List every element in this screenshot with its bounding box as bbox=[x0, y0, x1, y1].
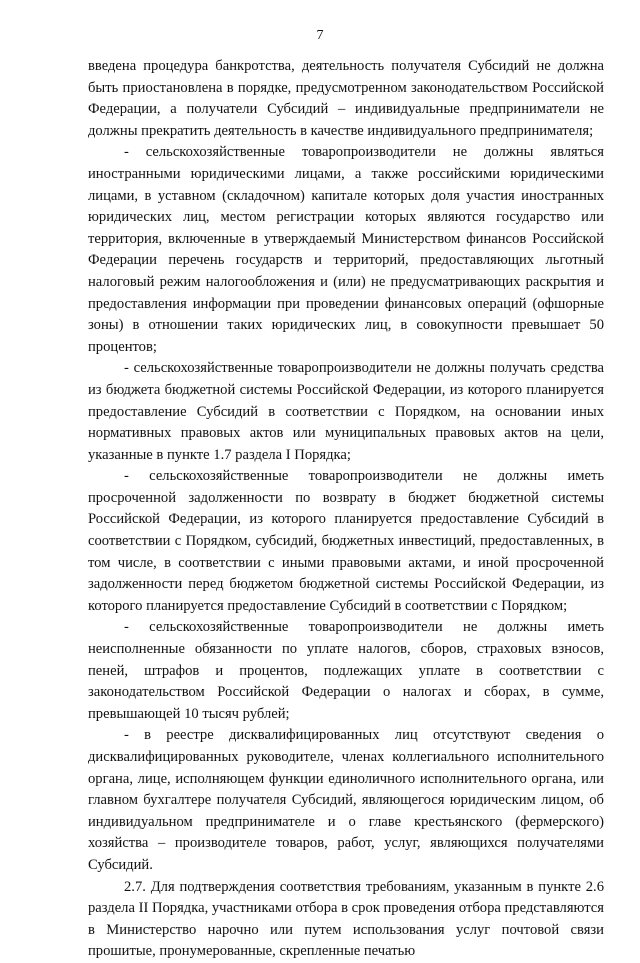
paragraph-bankruptcy: введена процедура банкротства, деятельность получателя Субсидий не должна быть приостановлена в порядке, предусмотренном законодательством Российской Федерации, а получатели Субсидий – индивидуальные предприниматели не должны прекратить деятельность в качестве индивидуального предпринимателя; bbox=[88, 58, 604, 139]
paragraph-foreign-entities: - сельскохозяйственные товаропроизводители не должны являться иностранными юридическими лицами, а также российскими юридическими лицами, в уставном (складочном) капитале которых доля участия иностранных юридических лиц, местом регистрации которых являются государство или территория, включенные в утверждаемый Министерством финансов Российской Федерации перечень государств и территорий, предоставляющих льготный налоговый режим налогообложения и (или) не предусматривающих раскрытия и предоставления информации при проведении финансовых операций (офшорные зоны) в отношении таких юридических лиц, в совокупности превышает 50 процентов; bbox=[88, 144, 604, 355]
paragraph-2-7: 2.7. Для подтверждения соответствия требованиям, указанным в пункте 2.6 раздела II Порядка, участниками отбора в срок проведения отбора представляются в Министерство нарочно или путем использования услуг почтовой связи прошитые, пронумерованные, скрепленные печатью bbox=[88, 878, 604, 960]
paragraph-other-funds: - сельскохозяйственные товаропроизводители не должны получать средства из бюджета бюджетной системы Российской Федерации, из которого планируется предоставление Субсидий в соответствии с Порядком, на основании иных нормативных правовых актов или муниципальных правовых актов на цели, указанные в пункте 1.7 раздела I Порядка; bbox=[88, 360, 604, 463]
document-body bbox=[88, 56, 604, 963]
page-number: 7 bbox=[316, 28, 324, 43]
paragraph-overdue-debt: - сельскохозяйственные товаропроизводители не должны иметь просроченной задолженности по возврату в бюджет бюджетной системы Российской Федерации, из которого планируется предоставление Субсидий в соответствии с Порядком, субсидий, бюджетных инвестиций, предоставленных, в том числе, в соответствии с иными правовыми актами, и иной просроченной задолженности перед бюджетом бюджетной системы Российской Федерации, из которого планируется предоставление Субсидий в соответствии с Порядком; bbox=[88, 468, 604, 614]
paragraph-disqualified-persons: - в реестре дисквалифицированных лиц отсутствуют сведения о дисквалифицированных руководителе, членах коллегиального исполнительного органа, лице, исполняющем функции единоличного исполнительного органа, или главном бухгалтере получателя Субсидий, являющегося юридическим лицом, об индивидуальном предпринимателе и о главе крестьянского (фермерского) хозяйства – производителе товаров, работ, услуг, являющихся получателями Субсидий. bbox=[88, 727, 604, 873]
paragraph-tax-obligations: - сельскохозяйственные товаропроизводители не должны иметь неисполненные обязанности по уплате налогов, сборов, страховых взносов, пеней, штрафов и процентов, подлежащих уплате в соответствии с законодательством Российской Федерации о налогах и сборах, в сумме, превышающей 10 тысяч рублей; bbox=[88, 619, 604, 722]
